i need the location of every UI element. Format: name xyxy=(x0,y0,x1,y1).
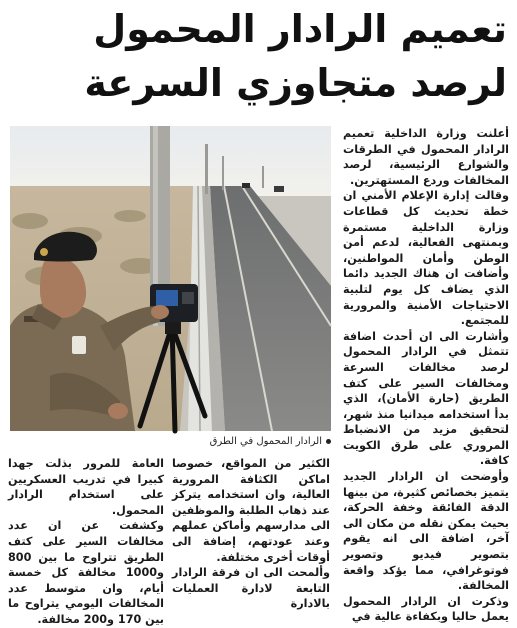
paragraph: الكثير من المواقع، خصوصا اماكن الكثافة المرورية العالية، وان استخدامه يتركز عند ذهاب الطلبة والموظفين الى مدارسهم وأماكن عملهم وعند عودتهم، إضافة الى أوقات أخرى مختلفة. xyxy=(172,457,330,564)
paragraph: أعلنت وزارة الداخلية تعميم الرادار المحمول في الطرقات والشوارع الرئيسية، لرصد المخالفات وردع المستهترين. xyxy=(343,127,509,187)
distant-car xyxy=(242,183,250,188)
photo-caption-text: الرادار المحمول في الطرق xyxy=(209,436,322,447)
photo-caption xyxy=(10,432,331,452)
paragraph: وأوضحت ان الرادار الجديد يتميز بخصائص كثيرة، من بينها الدقة الفائقة وخفة الحركة، بحيث يمكن نقله من مكان الى آخر، اضافة الى انه يقوم بتصوير فيديو وتصوير فوتوغرافي، مما يؤكد واقعة المخالفة. xyxy=(343,470,509,593)
article-column-left xyxy=(8,456,164,626)
radar-officer-illustration xyxy=(10,126,331,431)
paragraph: وأشارت الى ان أحدث اضافة تتمثل في الرادار المحمول لرصد مخالفات السرعة ومخالفات السير على كتف الطريق (حارة الأمان)، الذي بدأ استخدامه ميدانيا منذ شهر، لتحقيق مزيد من الانضباط المروري على طرق الكويت كافة. xyxy=(343,329,509,468)
article-column-middle xyxy=(172,456,330,611)
news-photo xyxy=(10,126,331,431)
article-column-right xyxy=(343,126,509,624)
paragraph: وقالت إدارة الإعلام الأمني ان خطة تحديث كل قطاعات وزارة الداخلية مستمرة وبمنتهى الفعالية، لدعم أمن الوطن وأمان المواطنين، وأضافت ان هناك الجديد دائما الذي يضاف كل يوم لتلبية الاحتياجات الأمنية والمرورية للمجتمع. xyxy=(343,189,509,328)
bullet-icon xyxy=(326,439,331,444)
paragraph: وألمحت الى ان فرقة الرادار التابعة لادارة العمليات بالادارة xyxy=(172,566,330,611)
distant-car xyxy=(274,186,284,192)
paragraph: وكشفت عن ان عدد مخالفات السير على كتف الطريق تتراوح ما بين 800 و1000 مخالفة كل خمسة أيام، وان متوسط عدد المخالفات اليومي يتراوح ما بين 170 و200 مخالفة. xyxy=(8,519,164,626)
paragraph: وذكرت ان الرادار المحمول يعمل حاليا وبكفاءة عالية في xyxy=(343,594,509,624)
road xyxy=(210,186,331,431)
sky xyxy=(10,126,331,196)
headline-line-2: لرصد متجاوزي السرعة xyxy=(84,61,507,105)
headline-line-1: تعميم الرادار المحمول xyxy=(93,7,507,51)
paragraph: العامة للمرور بذلت جهدا كبيرا في تدريب العسكريين على استخدام الرادار المحمول. xyxy=(8,457,164,517)
